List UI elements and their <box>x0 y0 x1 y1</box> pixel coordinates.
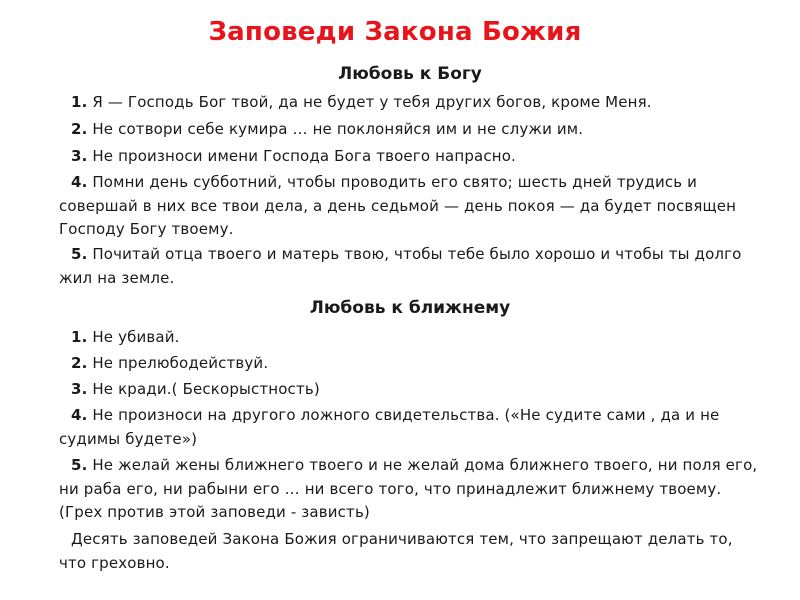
commandment-text: Я — Господь Бог твой, да не будет у тебя других богов, кроме Меня. <box>87 93 652 111</box>
commandment-text: Помни день субботний, чтобы проводить его свято; шесть дней трудись и совершай в них все твои дела, а день седьмой — день покоя — да будет посвящен Господу Богу твоему. <box>59 173 737 238</box>
commandment-number: 3. <box>71 380 88 398</box>
commandment-neighbor-1 <box>59 326 759 350</box>
commandment-number: 5. <box>71 245 88 263</box>
commandment-number: 5. <box>71 456 88 474</box>
commandment-neighbor-2 <box>59 352 759 376</box>
commandment-text: Не желай жены ближнего твоего и не желай дома ближнего твоего, ни поля его, ни раба его, ни рабыни его … ни всего того, что принадлежит ближнему твоему. (Грех против этой заповеди - зависть) <box>59 456 758 521</box>
commandment-god-5 <box>59 243 759 290</box>
slide-title: Заповеди Закона Божия <box>208 17 582 47</box>
section-heading-love-neighbor: Любовь к ближнему <box>309 298 511 318</box>
commandment-text: Не прелюбодействуй. <box>87 354 269 372</box>
commandment-neighbor-3 <box>59 378 759 402</box>
commandment-number: 3. <box>71 147 88 165</box>
commandment-number: 2. <box>71 120 88 138</box>
closing-note: Десять заповедей Закона Божия ограничиваются тем, что запрещают делать то, что греховно. <box>59 530 733 572</box>
commandment-text: Почитай отца твоего и матерь твою, чтобы тебе было хорошо и чтобы ты долго жил на земле. <box>59 245 742 287</box>
commandment-text: Не произноси имени Господа Бога твоего напрасно. <box>87 147 516 165</box>
commandment-text: Не произноси на другого ложного свидетельства. («Не судите сами , да и не судимы будете») <box>59 406 720 448</box>
commandment-god-4 <box>59 171 759 242</box>
section-heading-love-god: Любовь к Богу <box>338 64 482 84</box>
commandment-number: 4. <box>71 173 88 191</box>
commandment-text: Не сотвори себе кумира … не поклоняйся им и не служи им. <box>87 120 584 138</box>
commandment-number: 2. <box>71 354 88 372</box>
commandment-god-3 <box>59 145 759 169</box>
commandment-god-2 <box>59 118 759 142</box>
commandment-number: 1. <box>71 328 88 346</box>
commandment-text: Не убивай. <box>87 328 180 346</box>
commandment-neighbor-4 <box>59 404 759 451</box>
commandment-god-1 <box>59 91 759 115</box>
commandment-text: Не кради.( Бескорыстность) <box>87 380 320 398</box>
commandment-number: 1. <box>71 93 88 111</box>
commandment-neighbor-5 <box>59 454 759 525</box>
commandment-number: 4. <box>71 406 88 424</box>
